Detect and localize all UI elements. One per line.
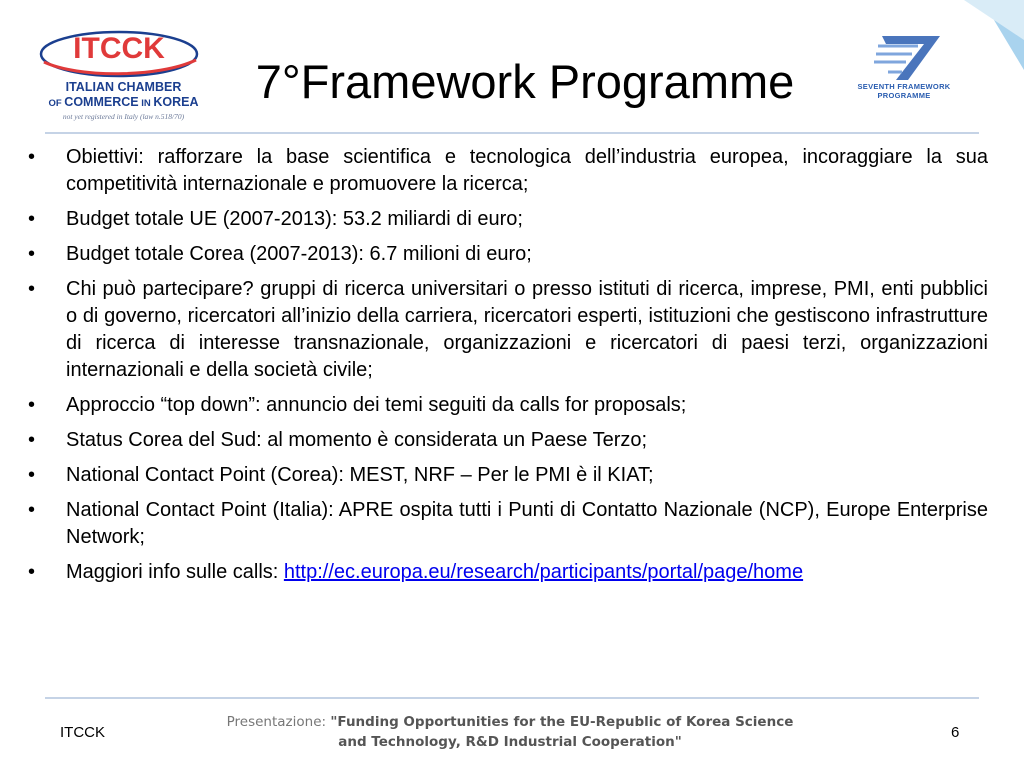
- list-item: [28, 276, 988, 384]
- calls-portal-link[interactable]: http://ec.europa.eu/research/participants/portal/page/home: [283, 561, 804, 583]
- footer-label: Presentazione:: [226, 714, 331, 730]
- bullet-text: Approccio “top down”: annuncio dei temi seguiti da calls for proposals;: [66, 394, 687, 416]
- footer-title-line2: and Technology, R&D Industrial Cooperation": [338, 734, 682, 750]
- bullet-marker: •: [28, 243, 36, 265]
- bullet-text: Obiettivi: rafforzare la base scientifica e tecnologica dell’industria europea, incoraggiare la sua competitività internazionale e promuovere la ricerca;: [66, 146, 988, 195]
- bullet-marker: •: [28, 146, 36, 168]
- bullet-text: Budget totale UE (2007-2013): 53.2 miliardi di euro;: [66, 208, 523, 230]
- bullet-marker: •: [28, 429, 36, 451]
- svg-text:ITCCK: ITCCK: [73, 32, 165, 65]
- bullet-text: Chi può partecipare? gruppi di ricerca universitari o presso istituti di ricerca, imprese, PMI, enti pubblici o di governo, ricercatori all’inizio della carriera, ricercatori esperti, istituzioni che gestiscono infrastrutture di ricerca di interesse transnazionale, organizzazioni e ricercatori di paesi terzi, organizzazioni internazionali e della società civile;: [66, 278, 988, 381]
- footer-divider: [45, 697, 979, 699]
- bullet-marker: •: [28, 499, 36, 521]
- list-item: [28, 462, 988, 489]
- list-item: [28, 559, 988, 586]
- bullet-marker: •: [28, 464, 36, 486]
- bullet-list: [28, 144, 988, 594]
- list-item: [28, 206, 988, 233]
- fp7-seven-icon: [848, 32, 960, 82]
- itcck-mark: [38, 28, 200, 80]
- corner-decoration: [964, 0, 1024, 70]
- footer-organization: ITCCK: [60, 724, 105, 741]
- fp7-logo: [848, 32, 960, 104]
- bullet-text: National Contact Point (Italia): APRE ospita tutti i Punti di Contatto Nazionale (NCP), Europe Enterprise Network;: [66, 499, 988, 548]
- bullet-marker: •: [28, 208, 36, 230]
- footer-title-line1: "Funding Opportunities for the EU-Republic of Korea Science: [330, 714, 794, 730]
- list-item: [28, 497, 988, 551]
- list-item: [28, 144, 988, 198]
- logo-line1: ITALIAN CHAMBER: [65, 80, 182, 94]
- itcck-logo: [38, 28, 200, 128]
- bullet-marker: •: [28, 394, 36, 416]
- footer-presentation-title: [180, 712, 840, 752]
- bullet-text: Budget totale Corea (2007-2013): 6.7 milioni di euro;: [66, 243, 532, 265]
- title-divider: [45, 132, 979, 134]
- bullet-text: Status Corea del Sud: al momento è considerata un Paese Terzo;: [66, 429, 648, 451]
- bullet-marker: •: [28, 561, 36, 583]
- logo-line2: OF COMMERCE IN KOREA: [48, 95, 199, 109]
- logo-line3: not yet registered in Italy (law n.518/70): [62, 112, 185, 121]
- list-item: [28, 427, 988, 454]
- page-number: 6: [951, 724, 960, 741]
- fp7-caption: SEVENTH FRAMEWORK PROGRAMME: [857, 82, 951, 100]
- bullet-text: Maggiori info sulle calls:: [66, 561, 284, 583]
- page-title: 7°Framework Programme: [255, 55, 795, 108]
- bullet-marker: •: [28, 278, 36, 300]
- list-item: [28, 241, 988, 268]
- list-item: [28, 392, 988, 419]
- bullet-text: National Contact Point (Corea): MEST, NRF – Per le PMI è il KIAT;: [66, 464, 654, 486]
